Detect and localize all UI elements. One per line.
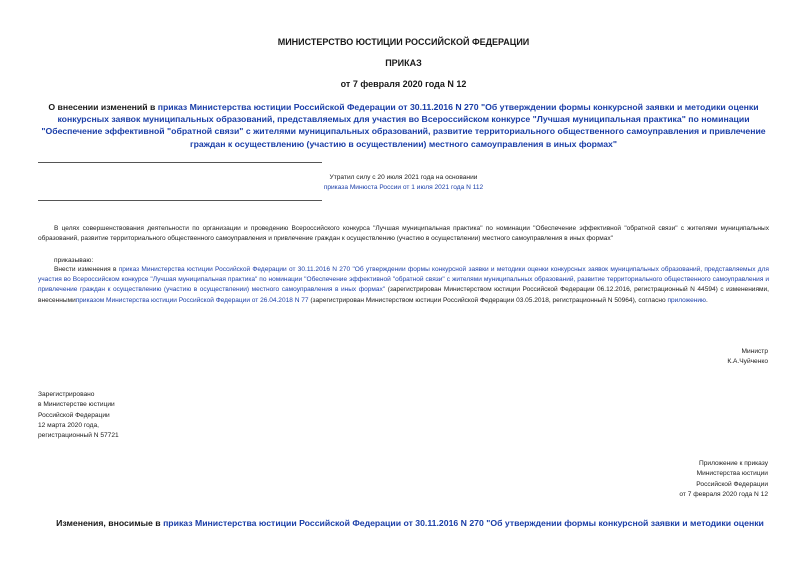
date-number-heading: от 7 февраля 2020 года N 12 (340, 79, 467, 89)
body-text-3: (зарегистрирован Министерством юстиции Российской Федерации 03.05.2018, регистрационный N 50964), согласно (308, 296, 668, 304)
ministry-heading: МИНИСТЕРСТВО ЮСТИЦИИ РОССИЙСКОЙ ФЕДЕРАЦИИ (277, 37, 530, 47)
registration-line: Зарегистрировано (38, 391, 95, 398)
divider-bottom (38, 200, 322, 201)
title-link[interactable]: приказ Министерства юстиции Российской Федерации от 30.11.2016 N 270 "Об утверждении формы конкурсной заявки и методики оценки конкурсных заявок муниципальных образований, представляемых для участия во Всероссийском конкурсе "Лучшая муниципальная практика" по номинации "Обеспечение эффективной "обратной связи" с жителями муниципальных образований, развитие территориального общественного самоуправления и привлечение граждан к осуществлению (участию в осуществлении) местного самоуправления в иных формах" (41, 102, 766, 149)
appendix-line: от 7 февраля 2020 года N 12 (679, 490, 768, 498)
order-word: приказываю: (54, 257, 94, 264)
body-link-order-270[interactable]: приказ Министерства юстиции Российской Федерации от 30.11.2016 N 270 "Об утверждении формы конкурсной заявки и методики оценки конкурсных заявок муниципальных образований, представляемых для участия во Всероссийском конкурсе "Лучшая муниципальная практика" по номинации "Обеспечение эффективной "обратной связи" с жителями муниципальных образований, развитие территориального общественного самоуправления и привлечение граждан к осуществлению (участию в осуществлении) местного самоуправления в иных формах" (38, 266, 769, 294)
doc-type-heading: ПРИКАЗ (385, 58, 422, 68)
body-link-order-77[interactable]: приказом Министерства юстиции Российской Федерации от 26.04.2018 N 77 (75, 296, 309, 304)
changes-title-link[interactable]: приказ Министерства юстиции Российской Федерации от 30.11.2016 N 270 "Об утверждении формы конкурсной заявки и методики оценки (163, 518, 764, 528)
body-paragraph (38, 265, 769, 306)
registration-block (38, 390, 119, 441)
changes-title-prefix: Изменения, вносимые в (56, 518, 164, 528)
body-link-appendix[interactable]: приложению (667, 296, 706, 304)
changes-title (30, 518, 790, 528)
registration-line: в Министерстве юстиции (38, 401, 115, 409)
body-text-2: (зарегистрирован Министерством юстиции Российской Федерации 06.12.2016, регистрационный N 44594) с изменениями, внесенными (38, 286, 769, 304)
registration-line: Российской Федерации (38, 411, 110, 419)
signature-name: К.А.Чуйченко (727, 358, 768, 366)
signature-position: Министр (741, 348, 768, 355)
registration-line: регистрационный N 57721 (38, 432, 119, 440)
document-title (30, 101, 777, 150)
registration-line: 12 марта 2020 года, (38, 421, 99, 429)
appendix-line: Российской Федерации (696, 480, 768, 488)
appendix-line: Министерства юстиции (696, 470, 768, 478)
title-prefix: О внесении изменений в (48, 102, 158, 112)
appendix-line: Приложение к приказу (698, 460, 768, 467)
status-note (200, 173, 607, 194)
appendix-block (560, 459, 768, 500)
status-note-link[interactable]: приказа Минюста России от 1 июля 2021 года N 112 (323, 184, 484, 192)
preamble-paragraph: В целях совершенствования деятельности по организации и проведению Всероссийского конкурса "Лучшая муниципальная практика" по номинации "Обеспечение эффективной "обратной связи" с жителями муниципальных образований, развитие территориального общественного самоуправления и привлечение граждан к осуществлению (участию в осуществлении) местного самоуправления в иных формах" (38, 225, 769, 243)
signature-block (600, 347, 768, 368)
status-note-text: Утратил силу с 20 июля 2021 года на основании (329, 174, 478, 181)
divider-top (38, 162, 322, 163)
body-text-4: . (705, 296, 708, 304)
body-text-1: Внести изменения в (54, 266, 119, 273)
